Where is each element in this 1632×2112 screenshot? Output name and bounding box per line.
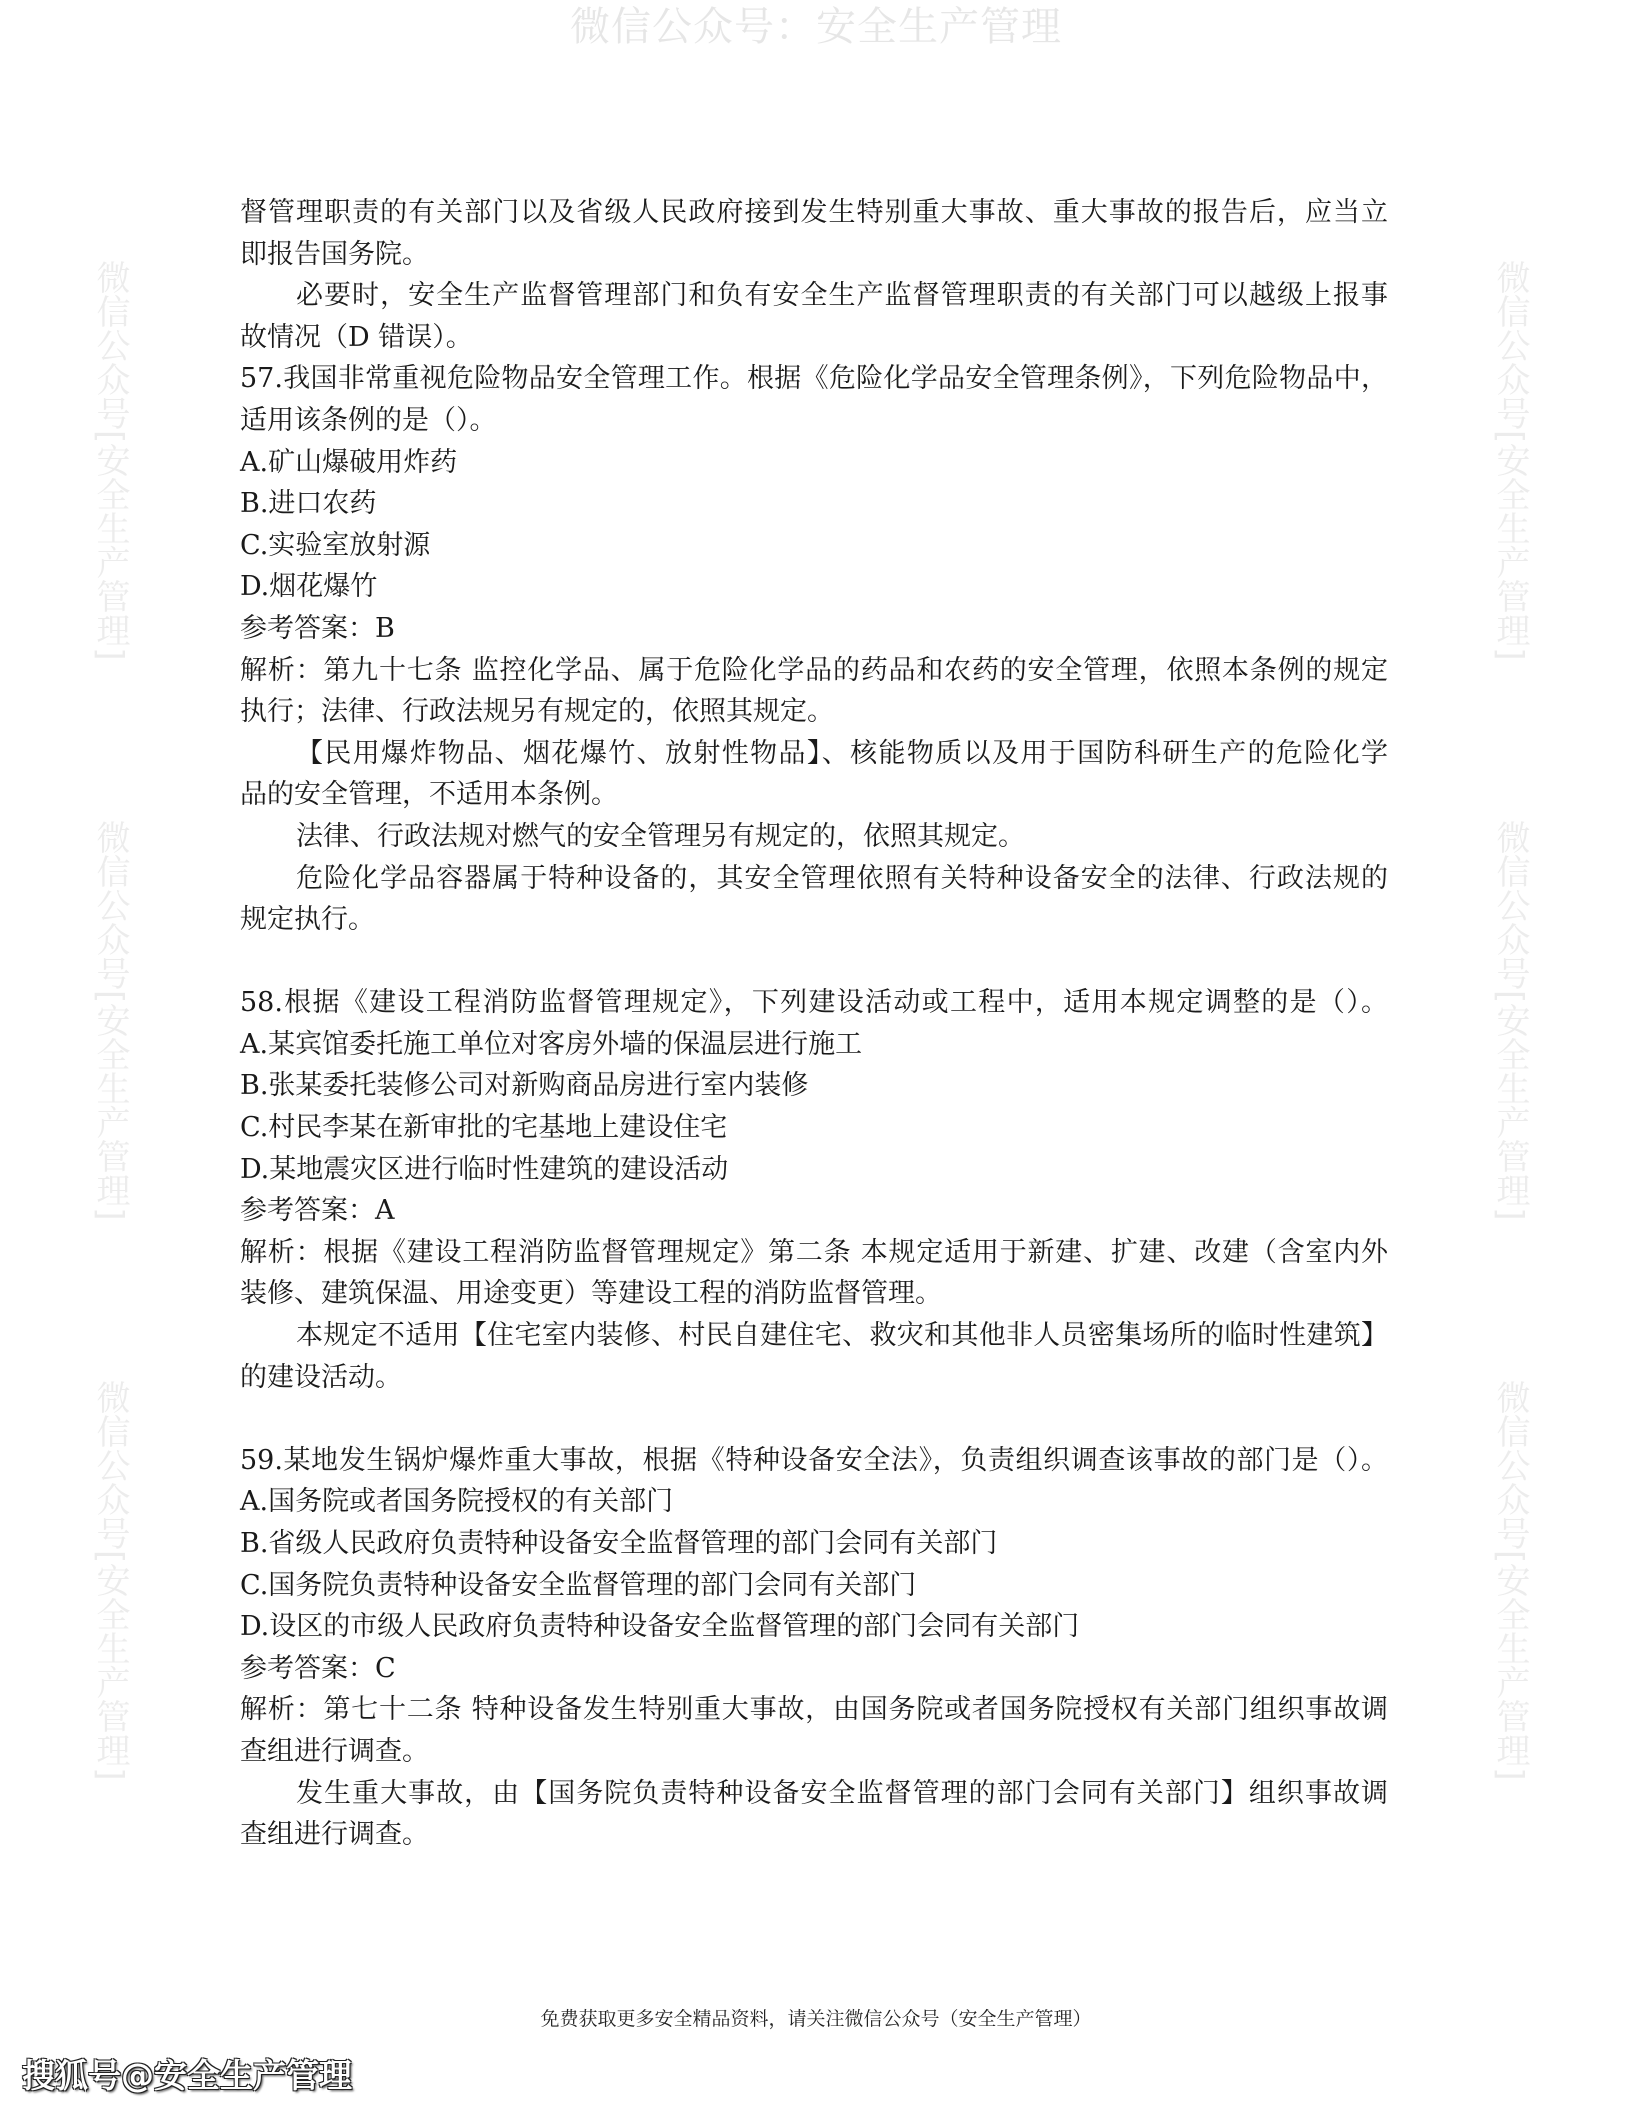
- diagonal-watermark: 微信公众号[安全生产管理]: [1490, 260, 1530, 661]
- text-line: D.某地震灾区进行临时性建筑的建设活动: [240, 1153, 729, 1185]
- text-line: 必要时，安全生产监督管理部门和负有安全生产监督管理职责的有关部门可以越级上报事: [296, 280, 1388, 312]
- text-line: A.国务院或者国务院授权的有关部门: [240, 1486, 674, 1518]
- text-line: 装修、建筑保温、用途变更）等建设工程的消防监督管理。: [240, 1278, 942, 1310]
- text-line: 故情况（D 错误）。: [240, 321, 473, 353]
- text-line: 参考答案：B: [240, 612, 395, 644]
- text-line: 执行；法律、行政法规另有规定的，依照其规定。: [240, 696, 834, 728]
- diagonal-watermark: 微信公众号[安全生产管理]: [1490, 1380, 1530, 1781]
- text-line: B.张某委托装修公司对新购商品房进行室内装修: [240, 1070, 809, 1102]
- blank-line: [240, 1398, 1388, 1440]
- document-body: [240, 192, 1388, 1856]
- text-line: C.实验室放射源: [240, 529, 431, 561]
- text-line: 查组进行调查。: [240, 1735, 429, 1767]
- text-line: B.省级人民政府负责特种设备安全监督管理的部门会同有关部门: [240, 1528, 998, 1559]
- diagonal-watermark: 微信公众号[安全生产管理]: [1490, 820, 1530, 1221]
- top-watermark: 微信公众号：安全生产管理: [570, 4, 1062, 50]
- text-line: 督管理职责的有关部门以及省级人民政府接到发生特别重大事故、重大事故的报告后，应当立: [240, 197, 1388, 228]
- text-line: A.矿山爆破用炸药: [240, 446, 458, 478]
- text-line: 57.我国非常重视危险物品安全管理工作。根据《危险化学品安全管理条例》，下列危险物品中，: [240, 363, 1388, 395]
- text-line: 解析：第九十七条 监控化学品、属于危险化学品的药品和农药的安全管理，依照本条例的规定: [240, 654, 1388, 686]
- text-line: A.某宾馆委托施工单位对客房外墙的保温层进行施工: [240, 1028, 863, 1060]
- text-line: 即报告国务院。: [240, 238, 429, 270]
- text-line: D.烟花爆竹: [240, 571, 378, 603]
- diagonal-watermark: 微信公众号[安全生产管理]: [90, 1380, 130, 1781]
- text-line: 法律、行政法规对燃气的安全管理另有规定的，依照其规定。: [296, 820, 1025, 852]
- text-line: 59.某地发生锅炉爆炸重大事故，根据《特种设备安全法》，负责组织调查该事故的部门是（）。: [240, 1444, 1388, 1476]
- text-line: C.村民李某在新审批的宅基地上建设住宅: [240, 1112, 728, 1144]
- text-line: C.国务院负责特种设备安全监督管理的部门会同有关部门: [240, 1569, 917, 1601]
- diagonal-watermark: 微信公众号[安全生产管理]: [90, 260, 130, 661]
- text-line: 查组进行调查。: [240, 1819, 429, 1851]
- text-line: 品的安全管理，不适用本条例。: [240, 779, 618, 811]
- text-line: 规定执行。: [240, 904, 375, 936]
- text-line: 解析：第七十二条 特种设备发生特别重大事故，由国务院或者国务院授权有关部门组织事故调: [240, 1694, 1388, 1726]
- diagonal-watermark: 微信公众号[安全生产管理]: [90, 820, 130, 1221]
- text-line: 适用该条例的是（）。: [240, 404, 497, 436]
- text-line: D.设区的市级人民政府负责特种设备安全监督管理的部门会同有关部门: [240, 1611, 1080, 1643]
- text-line: 58.根据《建设工程消防监督管理规定》，下列建设活动或工程中，适用本规定调整的是（）。: [240, 987, 1388, 1019]
- text-line: 参考答案：A: [240, 1195, 395, 1227]
- sohu-watermark: 搜狐号@安全生产管理: [22, 2056, 352, 2095]
- text-line: 发生重大事故，由【国务院负责特种设备安全监督管理的部门会同有关部门】组织事故调: [296, 1777, 1388, 1809]
- blank-line: [240, 941, 1388, 983]
- page-footer: 免费获取更多安全精品资料，请关注微信公众号（安全生产管理）: [540, 2008, 1092, 2030]
- text-line: B.进口农药: [240, 488, 377, 520]
- text-line: 本规定不适用【住宅室内装修、村民自建住宅、救灾和其他非人员密集场所的临时性建筑】: [296, 1320, 1388, 1352]
- text-line: 【民用爆炸物品、烟花爆竹、放射性物品】、核能物质以及用于国防科研生产的危险化学: [296, 737, 1388, 769]
- text-line: 参考答案：C: [240, 1652, 396, 1684]
- text-line: 的建设活动。: [240, 1361, 402, 1393]
- text-line: 解析：根据《建设工程消防监督管理规定》第二条 本规定适用于新建、扩建、改建（含室内外: [240, 1236, 1388, 1268]
- text-line: 危险化学品容器属于特种设备的，其安全管理依照有关特种设备安全的法律、行政法规的: [296, 862, 1388, 894]
